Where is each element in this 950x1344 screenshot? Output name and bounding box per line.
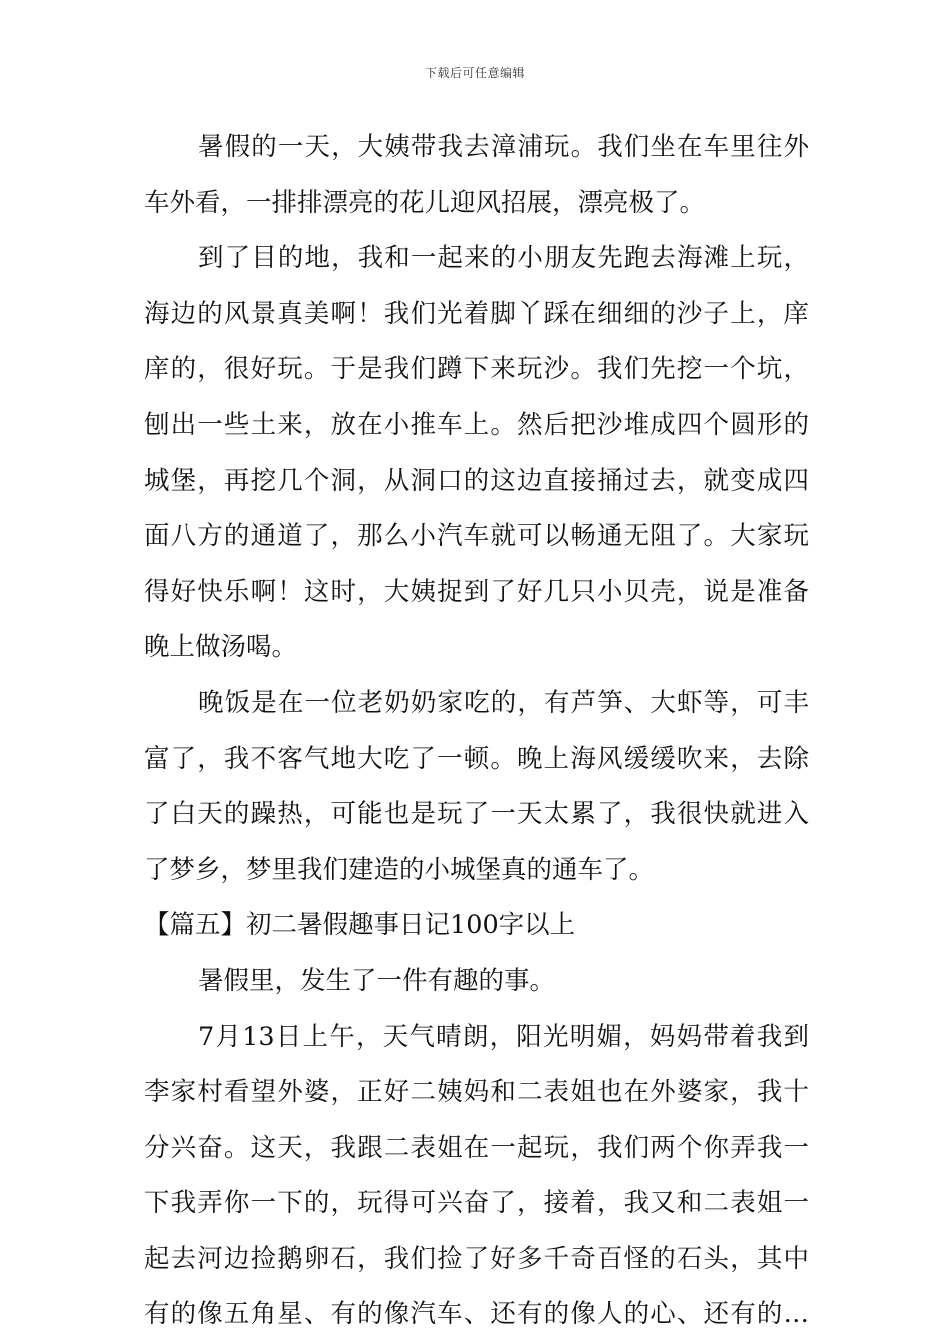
text-line: 起去河边捡鹅卵石，我们捡了好多千奇百怪的石头，其中 xyxy=(144,1243,809,1274)
text-line: 暑假里，发生了一件有趣的事。 xyxy=(198,965,556,996)
text-line: 了梦乡，梦里我们建造的小城堡真的通车了。 xyxy=(144,854,655,885)
text-line: 刨出一些土来，放在小推车上。然后把沙堆成四个圆形的 xyxy=(144,409,809,440)
text-line: 下我弄你一下的，玩得可兴奋了，接着，我又和二表姐一 xyxy=(144,1188,809,1219)
text-line: 车外看，一排排漂亮的花儿迎风招展，漂亮极了。 xyxy=(144,187,706,218)
text-line: 【篇五】初二暑假趣事日记100字以上 xyxy=(144,910,576,941)
text-line: 晚上做汤喝。 xyxy=(144,632,298,663)
text-line: 有的像五角星、有的像汽车、还有的像人的心、还有的… xyxy=(144,1299,809,1330)
header-note: 下载后可任意编辑 xyxy=(424,66,525,80)
text-line: 庠的，很好玩。于是我们蹲下来玩沙。我们先挖一个坑， xyxy=(144,354,809,385)
text-line: 得好快乐啊！这时，大姨捉到了好几只小贝壳，说是准备 xyxy=(144,576,809,607)
text-line: 富了，我不客气地大吃了一顿。晚上海风缓缓吹来，去除 xyxy=(144,743,809,774)
text-line: 7月13日上午，天气晴朗，阳光明媚，妈妈带着我到 xyxy=(198,1021,809,1052)
text-line: 海边的风景真美啊！我们光着脚丫踩在细细的沙子上，庠 xyxy=(144,298,809,329)
text-line: 了白天的躁热，可能也是玩了一天太累了，我很快就进入 xyxy=(144,799,809,830)
text-line: 李家村看望外婆，正好二姨妈和二表姐也在外婆家，我十 xyxy=(144,1077,809,1108)
text-line: 城堡，再挖几个洞，从洞口的这边直接捅过去，就变成四 xyxy=(144,465,809,496)
text-line: 到了目的地，我和一起来的小朋友先跑去海滩上玩， xyxy=(198,243,809,274)
text-line: 晚饭是在一位老奶奶家吃的，有芦笋、大虾等，可丰 xyxy=(198,687,809,718)
text-line: 分兴奋。这天，我跟二表姐在一起玩，我们两个你弄我一 xyxy=(144,1132,809,1163)
document-body xyxy=(144,120,809,1343)
text-line: 面八方的通道了，那么小汽车就可以畅通无阻了。大家玩 xyxy=(144,521,809,552)
text-line: 暑假的一天，大姨带我去漳浦玩。我们坐在车里往外 xyxy=(198,132,809,162)
